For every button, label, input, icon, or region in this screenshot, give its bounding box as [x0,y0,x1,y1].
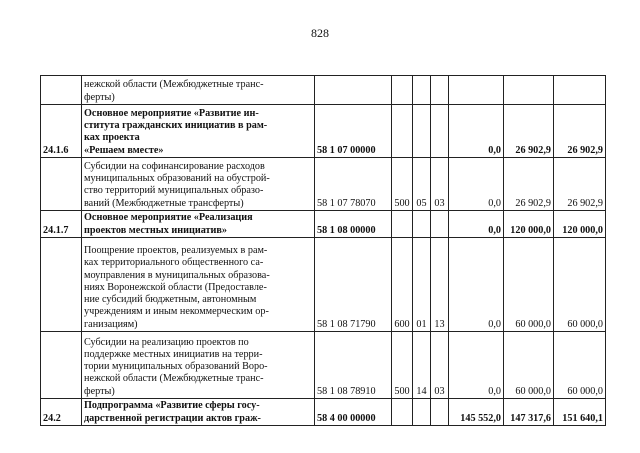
subsection-cell: 03 [431,158,449,211]
expense-type-cell [392,399,413,426]
item-name-line: ниях Воронежской области (Предоставле- [84,281,267,293]
amount-year1-cell: 0,0 [449,332,504,399]
item-name-line: ство территорий муниципальных образо- [84,185,264,197]
item-name-line: учреждениям и иным некоммерческим ор- [84,306,269,318]
item-name-line: ваний (Межбюджетные трансферты) [84,197,244,209]
item-name-line: ках проекта [84,132,140,144]
table-row [41,105,606,158]
amount-year2-cell: 26 902,9 [504,158,554,211]
section-cell [413,399,431,426]
target-code-cell: 58 1 07 00000 [315,105,392,158]
item-number-cell [41,238,82,332]
amount-year3-cell: 60 000,0 [554,332,606,399]
amount-year1-cell: 0,0 [449,105,504,158]
amount-year2-cell: 60 000,0 [504,238,554,332]
expense-type-cell: 600 [392,238,413,332]
target-code-cell: 58 1 08 00000 [315,211,392,238]
expense-type-cell: 500 [392,158,413,211]
expense-type-cell [392,76,413,105]
item-number-cell: 24.2 [41,399,82,426]
subsection-cell [431,399,449,426]
item-number-cell [41,332,82,399]
target-code-cell: 58 1 08 78910 [315,332,392,399]
table-row [41,399,606,426]
item-name-line: Подпрограмма «Развитие сферы госу- [84,400,260,412]
item-name-cell [82,158,315,211]
item-name-line: ферты) [84,91,115,103]
item-name-cell [82,211,315,238]
amount-year1-cell: 0,0 [449,158,504,211]
table-row [41,76,606,105]
amount-year1-cell: 0,0 [449,211,504,238]
target-code-cell [315,76,392,105]
item-number-cell [41,158,82,211]
item-name-line: проектов местных инициатив» [84,224,228,236]
table-row [41,332,606,399]
section-cell [413,105,431,158]
item-name-line: Основное мероприятие «Развитие ин- [84,107,259,119]
item-name-line: ганизациям) [84,318,138,330]
expense-type-cell: 500 [392,332,413,399]
section-cell [413,211,431,238]
amount-year3-cell: 151 640,1 [554,399,606,426]
subsection-cell [431,76,449,105]
section-cell [413,76,431,105]
item-number-cell [41,76,82,105]
amount-year1-cell [449,76,504,105]
item-name-line: Поощрение проектов, реализуемых в рам- [84,244,268,256]
subsection-cell: 03 [431,332,449,399]
target-code-cell: 58 4 00 00000 [315,399,392,426]
item-name-line: нежской области (Межбюджетные транс- [84,373,264,385]
amount-year2-cell: 26 902,9 [504,105,554,158]
subsection-cell: 13 [431,238,449,332]
table-row [41,158,606,211]
item-name-line: ферты) [84,385,115,397]
section-cell: 05 [413,158,431,211]
item-name-line: ках территориального общественного са- [84,257,264,269]
item-name-line: «Решаем вместе» [84,144,164,156]
item-name-line: Основное мероприятие «Реализация [84,212,253,224]
subsection-cell [431,105,449,158]
amount-year3-cell: 120 000,0 [554,211,606,238]
item-name-line: тории муниципальных образований Воро- [84,361,268,373]
item-number-cell: 24.1.6 [41,105,82,158]
item-name-line: ние субсидий бюджетным, автономным [84,294,257,306]
page-number: 828 [311,26,329,40]
expense-type-cell [392,211,413,238]
table-row [41,211,606,238]
item-number-cell: 24.1.7 [41,211,82,238]
item-name-line: муниципальных образований на обустрой- [84,173,270,185]
amount-year2-cell [504,76,554,105]
item-name-line: Субсидии на софинансирование расходов [84,160,265,172]
amount-year1-cell: 145 552,0 [449,399,504,426]
item-name-line: дарственной регистрации актов граж- [84,412,261,424]
amount-year3-cell: 26 902,9 [554,158,606,211]
subsection-cell [431,211,449,238]
item-name-line: нежской области (Межбюджетные транс- [84,79,264,91]
item-name-cell [82,399,315,426]
amount-year3-cell: 26 902,9 [554,105,606,158]
amount-year2-cell: 120 000,0 [504,211,554,238]
item-name-line: моуправления в муниципальных образова- [84,269,270,281]
amount-year2-cell: 147 317,6 [504,399,554,426]
amount-year3-cell [554,76,606,105]
target-code-cell: 58 1 07 78070 [315,158,392,211]
section-cell: 14 [413,332,431,399]
section-cell: 01 [413,238,431,332]
table-row [41,238,606,332]
item-name-cell [82,332,315,399]
item-name-line: ститута гражданских инициатив в рам- [84,120,268,132]
target-code-cell: 58 1 08 71790 [315,238,392,332]
amount-year3-cell: 60 000,0 [554,238,606,332]
amount-year1-cell: 0,0 [449,238,504,332]
item-name-cell [82,105,315,158]
budget-table [40,75,606,426]
expense-type-cell [392,105,413,158]
amount-year2-cell: 60 000,0 [504,332,554,399]
item-name-cell [82,238,315,332]
item-name-line: поддержке местных инициатив на терри- [84,348,263,360]
table-body [41,76,606,426]
item-name-line: Субсидии на реализацию проектов по [84,336,249,348]
item-name-cell [82,76,315,105]
